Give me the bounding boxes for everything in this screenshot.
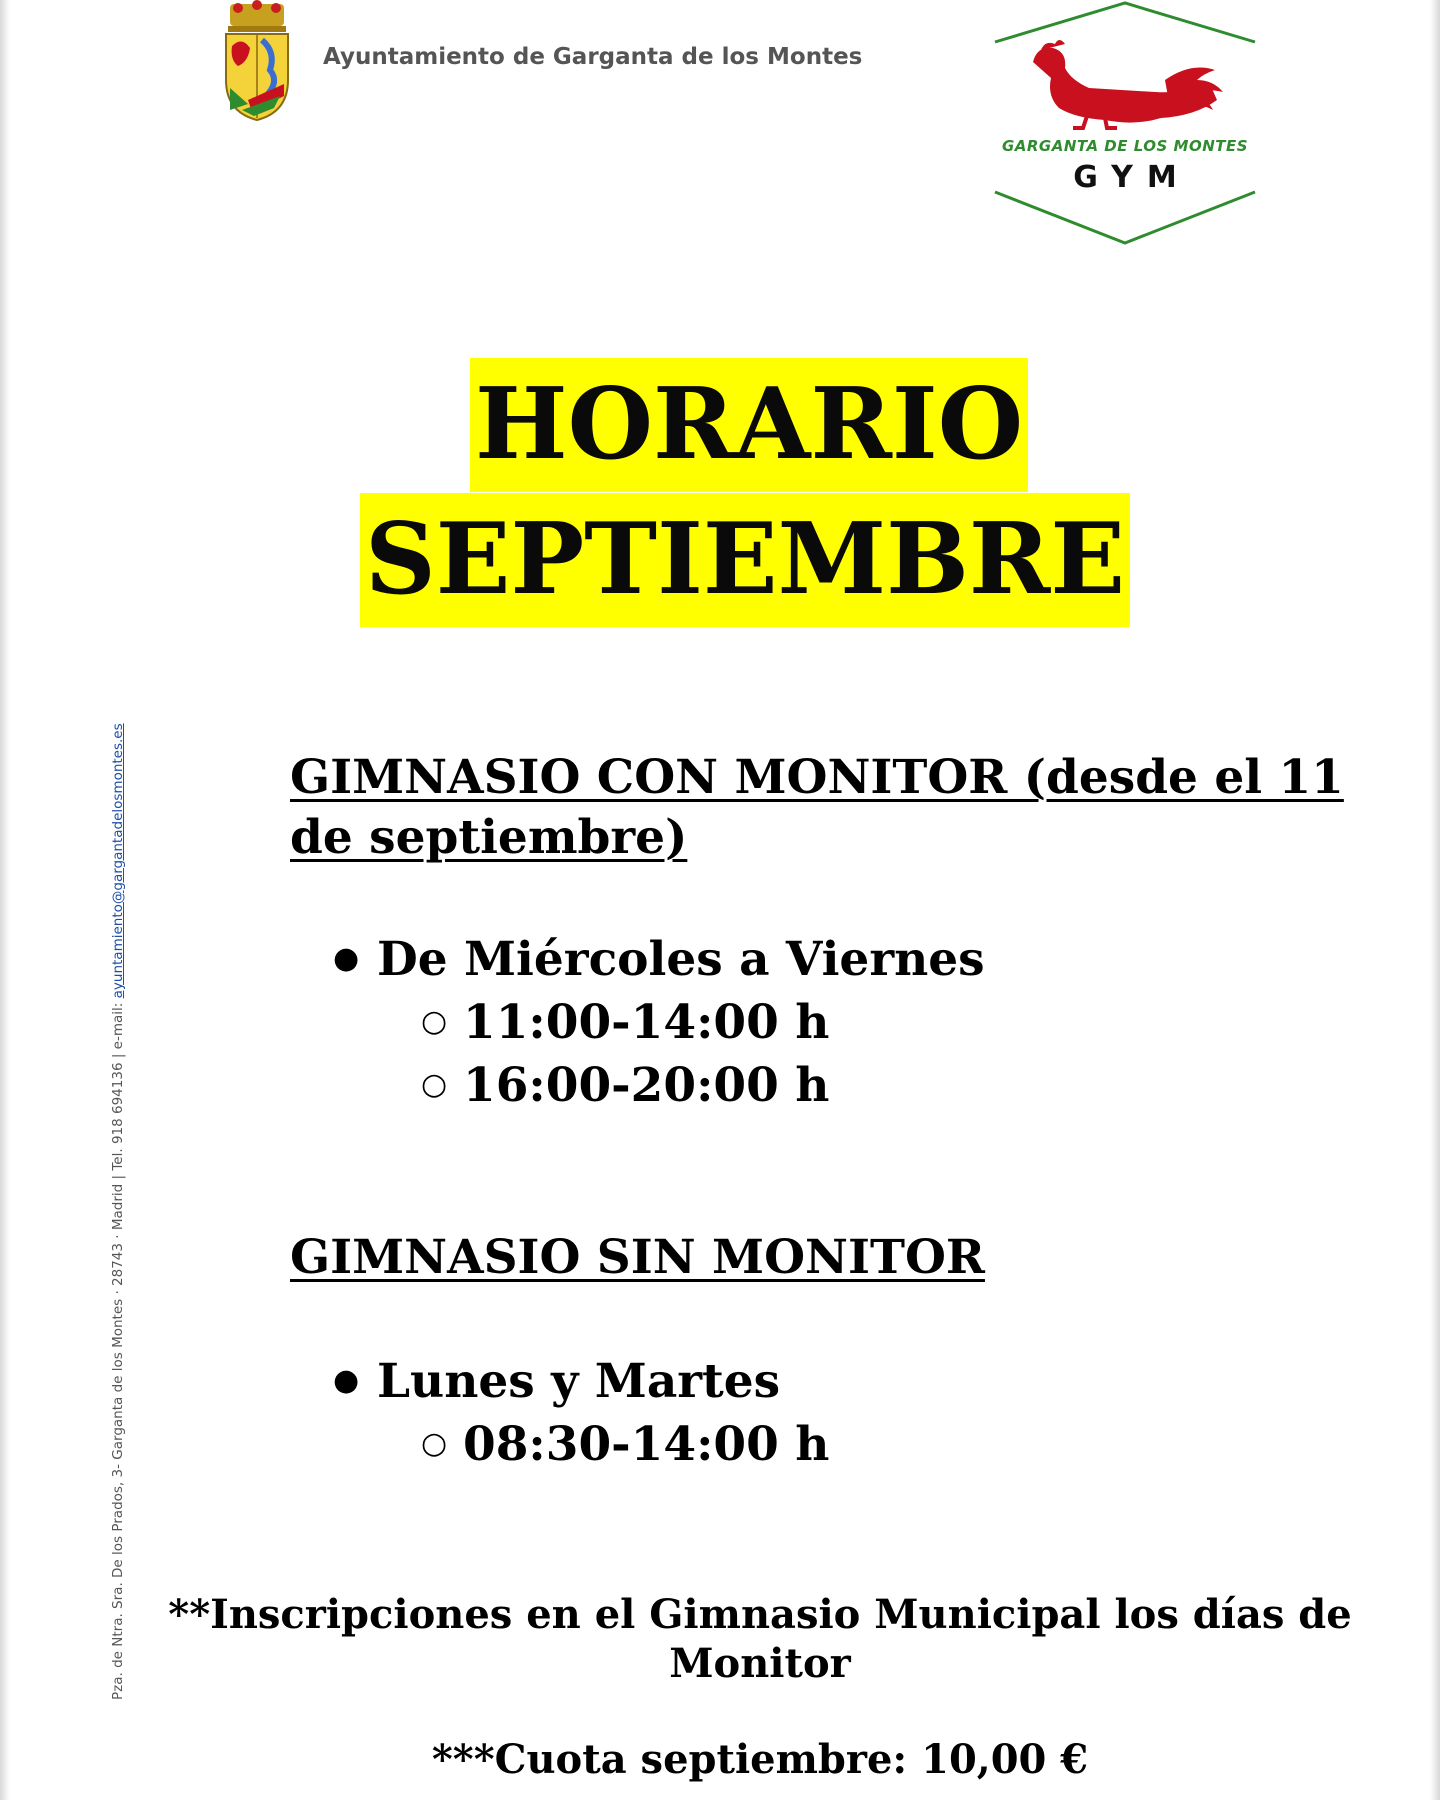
list-item (333, 930, 985, 993)
bullet-icon: ● (333, 941, 360, 976)
circle-bullet-icon: ○ (421, 1004, 448, 1039)
bullet-icon: ● (333, 1363, 360, 1398)
schedule-days: De Miércoles a Viernes (377, 932, 985, 987)
gym-logo (955, 0, 1295, 250)
email-link[interactable]: ayuntamiento@gargantadelosmontes.es (110, 723, 126, 999)
schedule-list-sin-monitor (333, 1352, 829, 1478)
schedule-time: 08:30-14:00 h (463, 1417, 830, 1472)
page-edge-right (1430, 0, 1440, 1800)
schedule-time: 16:00-20:00 h (463, 1058, 830, 1113)
circle-bullet-icon: ○ (421, 1067, 448, 1102)
schedule-time: 11:00-14:00 h (463, 995, 830, 1050)
fee-note: ***Cuota septiembre: 10,00 € (431, 1736, 1089, 1783)
gym-text: GYM (1073, 160, 1191, 195)
title-line-1: HORARIO (470, 358, 1028, 492)
coat-of-arms-icon (218, 0, 296, 122)
schedule-days: Lunes y Martes (377, 1354, 781, 1409)
rooster-icon (1033, 40, 1223, 128)
schedule-list-con-monitor (333, 930, 985, 1119)
list-item (333, 993, 985, 1056)
circle-bullet-icon: ○ (421, 1426, 448, 1461)
gym-brand-text: GARGANTA DE LOS MONTES (1001, 137, 1249, 155)
section-heading-con-monitor: GIMNASIO CON MONITOR (desde el 11 de septiembre) (290, 750, 1344, 865)
section-heading-sin-monitor: GIMNASIO SIN MONITOR (290, 1230, 985, 1285)
list-item (333, 1352, 829, 1415)
org-name: Ayuntamiento de Garganta de los Montes (323, 44, 863, 70)
side-address: Pza. de Ntra. Sra. De los Prados, 3- Garganta de los Montes · 28743 · Madrid | Tel. 918 694136 | e-mail: (110, 998, 126, 1700)
page-edge-left (0, 0, 10, 1800)
side-contact-info (110, 723, 126, 1700)
list-item (333, 1056, 985, 1119)
registration-note: **Inscripciones en el Gimnasio Municipal los días de Monitor (168, 1591, 1352, 1687)
title-line-2: SEPTIEMBRE (360, 493, 1130, 627)
list-item (333, 1415, 829, 1478)
